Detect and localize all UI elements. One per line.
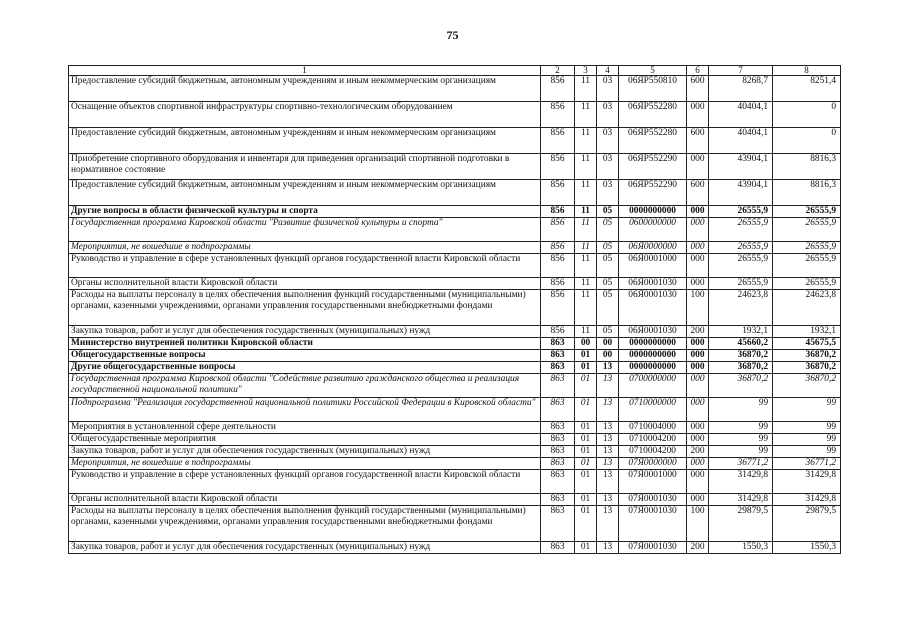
target-item-cell: 0000000000 — [619, 338, 687, 350]
subsection-code-cell: 13 — [597, 422, 619, 434]
ministry-code-cell: 863 — [541, 350, 575, 362]
row-name-cell: Расходы на выплаты персоналу в целях обеспечения выполнения функций государственными (муниципальными) органами, казенными учреждениями, органами управления государственными внебюджетными фондами — [69, 290, 541, 326]
table-row — [69, 290, 841, 326]
column-header: 8 — [773, 66, 841, 76]
row-name-cell: Закупка товаров, работ и услуг для обеспечения государственных (муниципальных) нужд — [69, 446, 541, 458]
subsection-code-cell: 05 — [597, 290, 619, 326]
amount-col8-cell: 26555,9 — [773, 278, 841, 290]
section-code-cell: 00 — [575, 338, 597, 350]
expense-type-cell: 200 — [687, 542, 709, 554]
ministry-code-cell: 863 — [541, 494, 575, 506]
ministry-code-cell: 863 — [541, 338, 575, 350]
expense-type-cell: 200 — [687, 446, 709, 458]
table-row — [69, 102, 841, 128]
table-row — [69, 326, 841, 338]
amount-col8-cell: 31429,8 — [773, 494, 841, 506]
subsection-code-cell: 05 — [597, 326, 619, 338]
row-name-cell: Мероприятия, не вошедшие в подпрограммы — [69, 458, 541, 470]
row-name-cell: Предоставление субсидий бюджетным, автономным учреждениям и иным некоммерческим организациям — [69, 76, 541, 102]
amount-col7-cell: 26555,9 — [709, 254, 773, 278]
target-item-cell: 0000000000 — [619, 206, 687, 218]
row-name-cell: Руководство и управление в сфере установленных функций органов государственной власти Кировской области — [69, 254, 541, 278]
subsection-code-cell: 03 — [597, 180, 619, 206]
page-number: 75 — [446, 28, 459, 42]
amount-col7-cell: 26555,9 — [709, 218, 773, 242]
amount-col8-cell: 36870,2 — [773, 350, 841, 362]
table-row — [69, 350, 841, 362]
expense-type-cell: 600 — [687, 76, 709, 102]
section-code-cell: 11 — [575, 102, 597, 128]
expense-type-cell: 000 — [687, 242, 709, 254]
section-code-cell: 11 — [575, 290, 597, 326]
amount-col7-cell: 29879,5 — [709, 506, 773, 542]
ministry-code-cell: 856 — [541, 102, 575, 128]
subsection-code-cell: 13 — [597, 494, 619, 506]
amount-col8-cell: 26555,9 — [773, 206, 841, 218]
expense-type-cell: 200 — [687, 326, 709, 338]
table-row — [69, 338, 841, 350]
ministry-code-cell: 863 — [541, 458, 575, 470]
ministry-code-cell: 856 — [541, 206, 575, 218]
amount-col8-cell: 26555,9 — [773, 254, 841, 278]
section-code-cell: 01 — [575, 362, 597, 374]
section-code-cell: 11 — [575, 154, 597, 180]
subsection-code-cell: 13 — [597, 470, 619, 494]
expense-type-cell: 000 — [687, 206, 709, 218]
table-row — [69, 180, 841, 206]
amount-col7-cell: 99 — [709, 446, 773, 458]
target-item-cell: 06ЯР552280 — [619, 128, 687, 154]
row-name-cell: Предоставление субсидий бюджетным, автономным учреждениям и иным некоммерческим организациям — [69, 128, 541, 154]
amount-col7-cell: 36771,2 — [709, 458, 773, 470]
amount-col7-cell: 8268,7 — [709, 76, 773, 102]
ministry-code-cell: 863 — [541, 506, 575, 542]
subsection-code-cell: 03 — [597, 102, 619, 128]
subsection-code-cell: 13 — [597, 362, 619, 374]
row-name-cell: Закупка товаров, работ и услуг для обеспечения государственных (муниципальных) нужд — [69, 326, 541, 338]
expense-type-cell: 000 — [687, 434, 709, 446]
amount-col7-cell: 99 — [709, 434, 773, 446]
section-code-cell: 01 — [575, 374, 597, 398]
section-code-cell: 01 — [575, 434, 597, 446]
section-code-cell: 11 — [575, 76, 597, 102]
expense-type-cell: 000 — [687, 278, 709, 290]
ministry-code-cell: 856 — [541, 154, 575, 180]
ministry-code-cell: 856 — [541, 290, 575, 326]
table-row — [69, 434, 841, 446]
row-name-cell: Закупка товаров, работ и услуг для обеспечения государственных (муниципальных) нужд — [69, 542, 541, 554]
column-header: 1 — [69, 66, 541, 76]
table-row — [69, 374, 841, 398]
subsection-code-cell: 03 — [597, 128, 619, 154]
subsection-code-cell: 05 — [597, 278, 619, 290]
target-item-cell: 0600000000 — [619, 218, 687, 242]
row-name-cell: Государственная программа Кировской области "Развитие физической культуры и спорта" — [69, 218, 541, 242]
target-item-cell: 06ЯР550810 — [619, 76, 687, 102]
target-item-cell: 06ЯР552290 — [619, 154, 687, 180]
target-item-cell: 0000000000 — [619, 350, 687, 362]
amount-col7-cell: 43904,1 — [709, 180, 773, 206]
target-item-cell: 06ЯР552280 — [619, 102, 687, 128]
table-row — [69, 242, 841, 254]
table-row — [69, 76, 841, 102]
amount-col8-cell: 8251,4 — [773, 76, 841, 102]
subsection-code-cell: 00 — [597, 338, 619, 350]
expense-type-cell: 100 — [687, 290, 709, 326]
table-row — [69, 218, 841, 242]
amount-col8-cell: 45675,5 — [773, 338, 841, 350]
ministry-code-cell: 856 — [541, 128, 575, 154]
ministry-code-cell: 856 — [541, 180, 575, 206]
target-item-cell: 06ЯР552290 — [619, 180, 687, 206]
amount-col7-cell: 1550,3 — [709, 542, 773, 554]
amount-col7-cell: 36870,2 — [709, 350, 773, 362]
amount-col8-cell: 99 — [773, 434, 841, 446]
row-name-cell: Другие вопросы в области физической культуры и спорта — [69, 206, 541, 218]
table-row — [69, 422, 841, 434]
table-row — [69, 278, 841, 290]
table-row — [69, 206, 841, 218]
ministry-code-cell: 856 — [541, 76, 575, 102]
subsection-code-cell: 03 — [597, 76, 619, 102]
ministry-code-cell: 863 — [541, 422, 575, 434]
expense-type-cell: 000 — [687, 362, 709, 374]
column-header: 7 — [709, 66, 773, 76]
expense-type-cell: 600 — [687, 180, 709, 206]
ministry-code-cell: 856 — [541, 278, 575, 290]
table-row — [69, 254, 841, 278]
section-code-cell: 01 — [575, 446, 597, 458]
ministry-code-cell: 863 — [541, 398, 575, 422]
column-header: 4 — [597, 66, 619, 76]
expense-type-cell: 000 — [687, 218, 709, 242]
ministry-code-cell: 856 — [541, 326, 575, 338]
column-header: 3 — [575, 66, 597, 76]
table-row — [69, 506, 841, 542]
row-name-cell: Руководство и управление в сфере установленных функций органов государственной власти Кировской области — [69, 470, 541, 494]
column-header: 5 — [619, 66, 687, 76]
subsection-code-cell: 13 — [597, 446, 619, 458]
expense-type-cell: 000 — [687, 338, 709, 350]
amount-col7-cell: 31429,8 — [709, 470, 773, 494]
target-item-cell: 0000000000 — [619, 362, 687, 374]
row-name-cell: Приобретение спортивного оборудования и инвентаря для приведения организаций спортивной подготовки в нормативное состояние — [69, 154, 541, 180]
section-code-cell: 01 — [575, 470, 597, 494]
row-name-cell: Расходы на выплаты персоналу в целях обеспечения выполнения функций государственными (муниципальными) органами, казенными учреждениями, органами управления государственными внебюджетными фондами — [69, 506, 541, 542]
section-code-cell: 11 — [575, 326, 597, 338]
section-code-cell: 11 — [575, 254, 597, 278]
section-code-cell: 11 — [575, 128, 597, 154]
column-header: 6 — [687, 66, 709, 76]
amount-col8-cell: 31429,8 — [773, 470, 841, 494]
amount-col7-cell: 26555,9 — [709, 278, 773, 290]
expense-type-cell: 000 — [687, 350, 709, 362]
expense-type-cell: 000 — [687, 494, 709, 506]
header-row — [69, 66, 841, 76]
row-name-cell: Органы исполнительной власти Кировской области — [69, 278, 541, 290]
table-row — [69, 470, 841, 494]
table-row — [69, 362, 841, 374]
expense-type-cell: 000 — [687, 470, 709, 494]
amount-col8-cell: 0 — [773, 102, 841, 128]
section-code-cell: 11 — [575, 206, 597, 218]
subsection-code-cell: 05 — [597, 218, 619, 242]
target-item-cell: 06Я0001000 — [619, 254, 687, 278]
budget-table — [68, 65, 841, 554]
amount-col8-cell: 99 — [773, 446, 841, 458]
amount-col8-cell: 99 — [773, 398, 841, 422]
subsection-code-cell: 13 — [597, 458, 619, 470]
subsection-code-cell: 13 — [597, 542, 619, 554]
subsection-code-cell: 03 — [597, 154, 619, 180]
row-name-cell: Общегосударственные мероприятия — [69, 434, 541, 446]
row-name-cell: Предоставление субсидий бюджетным, автономным учреждениям и иным некоммерческим организациям — [69, 180, 541, 206]
ministry-code-cell: 863 — [541, 434, 575, 446]
ministry-code-cell: 863 — [541, 362, 575, 374]
amount-col8-cell: 29879,5 — [773, 506, 841, 542]
section-code-cell: 01 — [575, 542, 597, 554]
amount-col8-cell: 1932,1 — [773, 326, 841, 338]
amount-col7-cell: 45660,2 — [709, 338, 773, 350]
amount-col8-cell: 26555,9 — [773, 242, 841, 254]
section-code-cell: 01 — [575, 398, 597, 422]
target-item-cell: 06Я0001030 — [619, 278, 687, 290]
ministry-code-cell: 856 — [541, 218, 575, 242]
target-item-cell: 0710004200 — [619, 446, 687, 458]
target-item-cell: 07Я0001030 — [619, 506, 687, 542]
subsection-code-cell: 05 — [597, 206, 619, 218]
amount-col8-cell: 0 — [773, 128, 841, 154]
amount-col8-cell: 99 — [773, 422, 841, 434]
row-name-cell: Мероприятия в установленной сфере деятельности — [69, 422, 541, 434]
subsection-code-cell: 13 — [597, 374, 619, 398]
row-name-cell: Подпрограмма "Реализация государственной национальной политики Российской Федерации в Кировской области" — [69, 398, 541, 422]
expense-type-cell: 000 — [687, 154, 709, 180]
target-item-cell: 0710004000 — [619, 422, 687, 434]
target-item-cell: 0710000000 — [619, 398, 687, 422]
amount-col8-cell: 36771,2 — [773, 458, 841, 470]
table-row — [69, 398, 841, 422]
amount-col7-cell: 26555,9 — [709, 206, 773, 218]
section-code-cell: 01 — [575, 350, 597, 362]
row-name-cell: Мероприятия, не вошедшие в подпрограммы — [69, 242, 541, 254]
target-item-cell: 06Я0001030 — [619, 290, 687, 326]
row-name-cell: Оснащение объектов спортивной инфраструктуры спортивно-технологическим оборудованием — [69, 102, 541, 128]
section-code-cell: 01 — [575, 506, 597, 542]
amount-col7-cell: 99 — [709, 422, 773, 434]
amount-col7-cell: 26555,9 — [709, 242, 773, 254]
amount-col7-cell: 1932,1 — [709, 326, 773, 338]
amount-col8-cell: 26555,9 — [773, 218, 841, 242]
table-row — [69, 128, 841, 154]
amount-col8-cell: 24623,8 — [773, 290, 841, 326]
amount-col7-cell: 24623,8 — [709, 290, 773, 326]
table-row — [69, 494, 841, 506]
subsection-code-cell: 05 — [597, 242, 619, 254]
target-item-cell: 0710004200 — [619, 434, 687, 446]
ministry-code-cell: 863 — [541, 374, 575, 398]
target-item-cell: 06Я0001030 — [619, 326, 687, 338]
table-row — [69, 458, 841, 470]
expense-type-cell: 600 — [687, 128, 709, 154]
target-item-cell: 07Я0001000 — [619, 470, 687, 494]
subsection-code-cell: 13 — [597, 506, 619, 542]
section-code-cell: 11 — [575, 218, 597, 242]
column-header: 2 — [541, 66, 575, 76]
ministry-code-cell: 856 — [541, 242, 575, 254]
expense-type-cell: 000 — [687, 422, 709, 434]
amount-col7-cell: 43904,1 — [709, 154, 773, 180]
subsection-code-cell: 13 — [597, 434, 619, 446]
amount-col7-cell: 31429,8 — [709, 494, 773, 506]
target-item-cell: 06Я0000000 — [619, 242, 687, 254]
amount-col7-cell: 40404,1 — [709, 128, 773, 154]
amount-col7-cell: 99 — [709, 398, 773, 422]
ministry-code-cell: 856 — [541, 254, 575, 278]
expense-type-cell: 000 — [687, 398, 709, 422]
subsection-code-cell: 13 — [597, 398, 619, 422]
row-name-cell: Другие общегосударственные вопросы — [69, 362, 541, 374]
row-name-cell: Органы исполнительной власти Кировской области — [69, 494, 541, 506]
table-row — [69, 446, 841, 458]
subsection-code-cell: 00 — [597, 350, 619, 362]
subsection-code-cell: 05 — [597, 254, 619, 278]
section-code-cell: 01 — [575, 422, 597, 434]
section-code-cell: 11 — [575, 180, 597, 206]
amount-col7-cell: 40404,1 — [709, 102, 773, 128]
amount-col8-cell: 36870,2 — [773, 362, 841, 374]
amount-col7-cell: 36870,2 — [709, 374, 773, 398]
ministry-code-cell: 863 — [541, 542, 575, 554]
table-row — [69, 154, 841, 180]
amount-col8-cell: 36870,2 — [773, 374, 841, 398]
row-name-cell: Общегосударственные вопросы — [69, 350, 541, 362]
ministry-code-cell: 863 — [541, 446, 575, 458]
section-code-cell: 11 — [575, 242, 597, 254]
amount-col7-cell: 36870,2 — [709, 362, 773, 374]
ministry-code-cell: 863 — [541, 470, 575, 494]
expense-type-cell: 100 — [687, 506, 709, 542]
section-code-cell: 01 — [575, 458, 597, 470]
target-item-cell: 07Я0001030 — [619, 494, 687, 506]
amount-col8-cell: 1550,3 — [773, 542, 841, 554]
expense-type-cell: 000 — [687, 374, 709, 398]
expense-type-cell: 000 — [687, 254, 709, 278]
section-code-cell: 11 — [575, 278, 597, 290]
row-name-cell: Государственная программа Кировской области "Содействие развитию гражданского общества и реализация государственной национальной политики" — [69, 374, 541, 398]
target-item-cell: 07Я0000000 — [619, 458, 687, 470]
row-name-cell: Министерство внутренней политики Кировской области — [69, 338, 541, 350]
table-row — [69, 542, 841, 554]
expense-type-cell: 000 — [687, 102, 709, 128]
amount-col8-cell: 8816,3 — [773, 154, 841, 180]
amount-col8-cell: 8816,3 — [773, 180, 841, 206]
section-code-cell: 01 — [575, 494, 597, 506]
expense-type-cell: 000 — [687, 458, 709, 470]
target-item-cell: 07Я0001030 — [619, 542, 687, 554]
target-item-cell: 0700000000 — [619, 374, 687, 398]
